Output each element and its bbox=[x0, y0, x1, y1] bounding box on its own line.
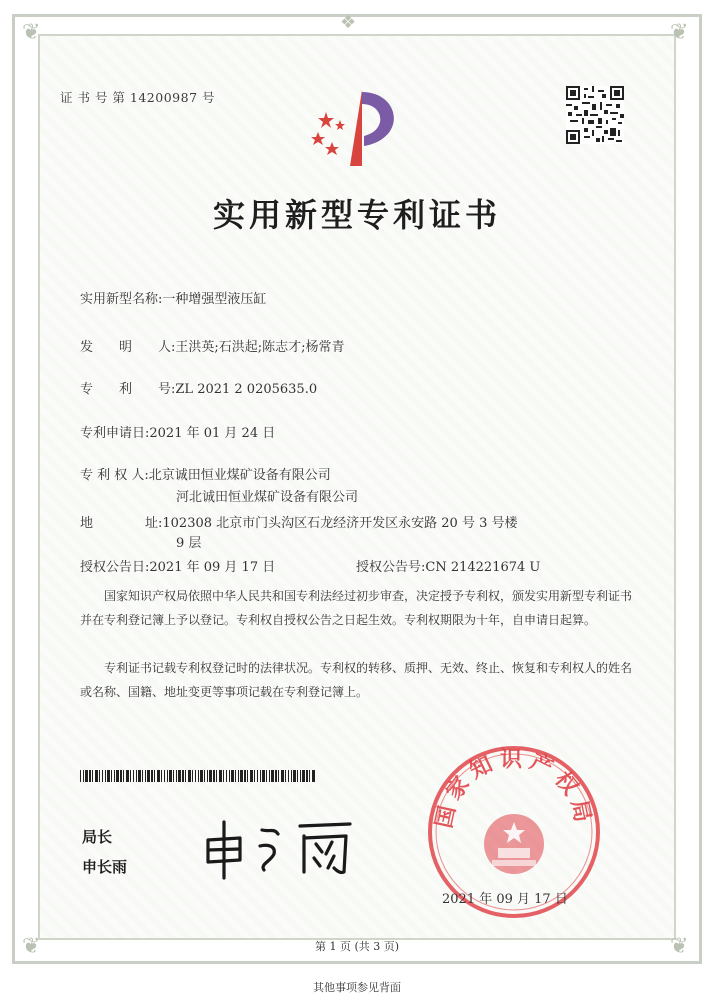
field-address bbox=[80, 512, 518, 531]
field-address-second bbox=[176, 532, 201, 551]
field-label: 地 址: bbox=[80, 516, 163, 531]
signatory-name: 申长雨 bbox=[82, 858, 128, 876]
field-value: 9 层 bbox=[176, 536, 202, 551]
field-patentee-label-row bbox=[80, 464, 331, 483]
field-value: 王洪英;石洪起;陈志才;杨常青 bbox=[175, 340, 345, 355]
footer-note: 其他事项参见背面 bbox=[313, 981, 401, 994]
certificate-title: 实用新型专利证书 bbox=[212, 196, 501, 234]
field-value: 一种增强型液压缸 bbox=[162, 292, 267, 307]
field-value: 2021 年 01 月 24 日 bbox=[149, 426, 276, 441]
field-label: 专 利 号: bbox=[80, 382, 176, 397]
field-value: 北京诚田恒业煤矿设备有限公司 bbox=[148, 468, 331, 483]
field-patent-number bbox=[80, 378, 317, 397]
field-label: 实用新型名称: bbox=[80, 292, 163, 307]
field-value: ZL 2021 2 0205635.0 bbox=[175, 382, 318, 397]
field-grant-date bbox=[80, 556, 275, 575]
field-label: 专 利 权 人: bbox=[80, 468, 149, 483]
field-value: 河北诚田恒业煤矿设备有限公司 bbox=[176, 490, 359, 505]
qr-code-icon bbox=[566, 86, 624, 144]
field-inventor bbox=[80, 336, 345, 355]
body-paragraph-2: 专利证书记载专利权登记时的法律状况。专利权的转移、质押、无效、终止、恢复和专利权人的姓名或名称、国籍、地址变更等事项记载在专利登记簿上。 bbox=[80, 661, 633, 699]
field-label: 授权公告日: bbox=[80, 560, 150, 575]
page-indicator: 第 1 页 (共 3 页) bbox=[314, 940, 400, 953]
corner-ornament-icon: ❦ bbox=[22, 934, 41, 959]
handwritten-signature bbox=[200, 812, 360, 882]
field-label: 专利申请日: bbox=[80, 426, 150, 441]
corner-ornament-icon: ❦ bbox=[670, 20, 689, 45]
field-value: 2021 年 09 月 17 日 bbox=[149, 560, 276, 575]
field-grant-number bbox=[356, 556, 540, 575]
cnipa-logo-icon bbox=[302, 82, 422, 172]
svg-text:国家知识产权局: 国家知识产权局 bbox=[430, 746, 598, 831]
barcode-icon bbox=[80, 770, 318, 782]
field-name bbox=[80, 288, 266, 307]
corner-ornament-icon: ❦ bbox=[22, 20, 41, 45]
field-label: 发 明 人: bbox=[80, 340, 176, 355]
body-paragraph-1: 国家知识产权局依照中华人民共和国专利法经过初步审查，决定授予专利权，颁发实用新型专利证书并在专利登记簿上予以登记。专利权自授权公告之日起生效。专利权期限为十年，自申请日起算。 bbox=[80, 589, 633, 627]
field-filing-date bbox=[80, 422, 275, 441]
field-patentee-second bbox=[176, 486, 358, 505]
top-ornament-icon: ❖ bbox=[340, 12, 357, 33]
corner-ornament-icon: ❦ bbox=[670, 934, 689, 959]
signatory-title: 局长 bbox=[82, 828, 113, 846]
field-value: CN 214221674 U bbox=[425, 560, 541, 575]
field-value: 102308 北京市门头沟区石龙经济开发区永安路 20 号 3 号楼 bbox=[162, 516, 518, 531]
certificate-number: 证 书 号 第 14200987 号 bbox=[60, 90, 215, 105]
seal-date: 2021 年 09 月 17 日 bbox=[442, 892, 568, 907]
field-label: 授权公告号: bbox=[356, 560, 426, 575]
